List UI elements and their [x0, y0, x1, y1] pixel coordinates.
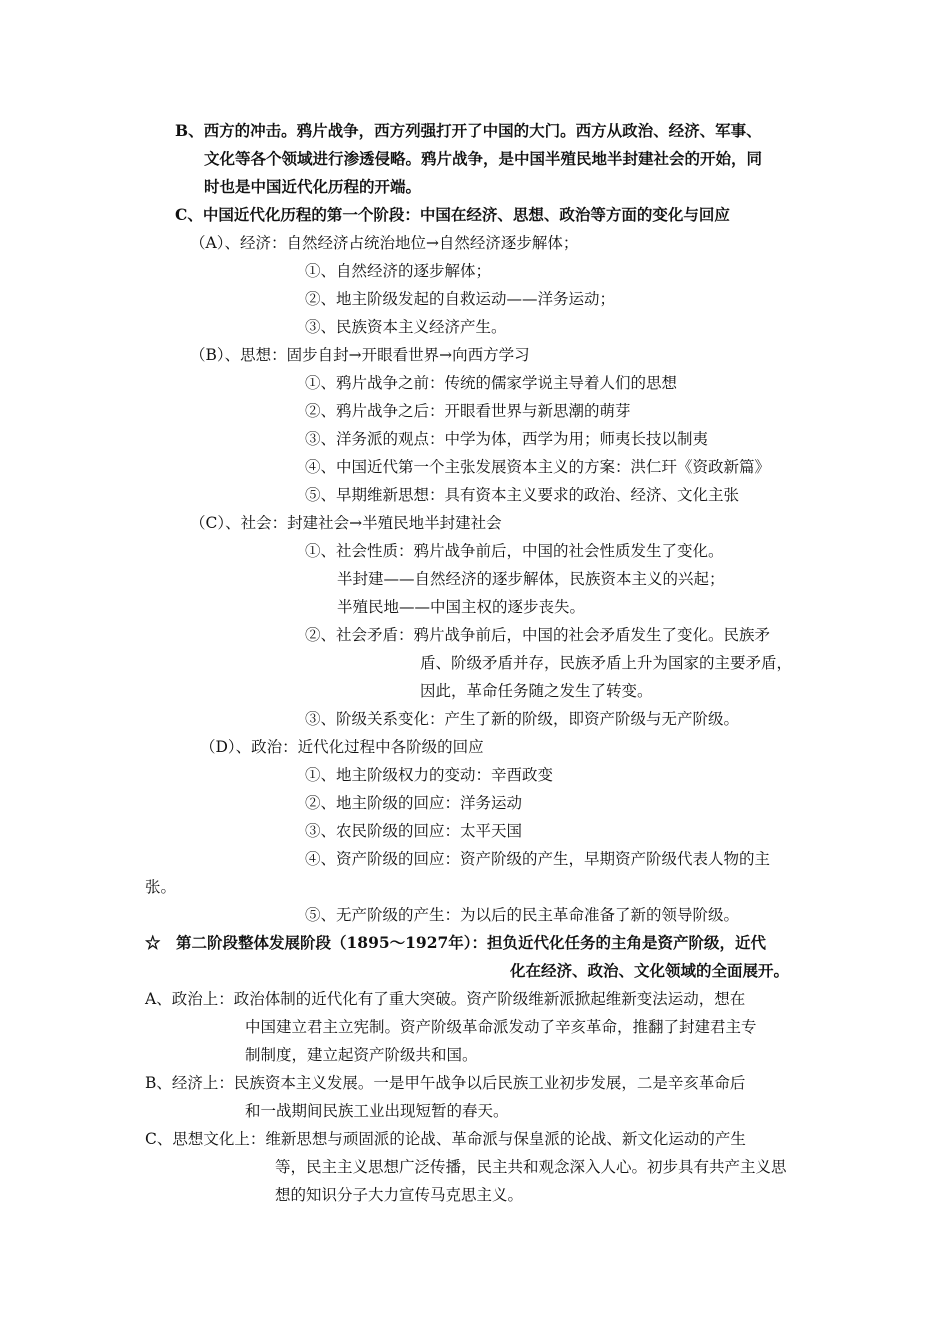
text-line: 和一战期间民族工业出现短暂的春天。: [245, 1102, 509, 1120]
list-item: ①、自然经济的逐步解体；: [305, 262, 492, 280]
subsection-heading: （A）、经济：自然经济占统治地位→自然经济逐步解体；: [190, 234, 579, 252]
section-heading: C、中国近代化历程的第一个阶段：中国在经济、思想、政治等方面的变化与回应: [175, 205, 730, 224]
list-item: ③、民族资本主义经济产生。: [305, 318, 507, 336]
list-item: ④、资产阶级的回应：资产阶级的产生，早期资产阶级代表人物的主: [305, 850, 771, 868]
stage-heading: ☆ 第二阶段整体发展阶段（1895～1927年）：担负近代化任务的主角是资产阶级，近代: [145, 933, 767, 952]
stage-heading-continuation: 化在经济、政治、文化领域的全面展开。: [510, 961, 790, 980]
list-item: ⑤、早期维新思想：具有资本主义要求的政治、经济、文化主张: [305, 486, 740, 504]
list-item-detail: 半殖民地——中国主权的逐步丧失。: [337, 598, 586, 616]
text-line: A、政治上：政治体制的近代化有了重大突破。资产阶级维新派掀起维新变法运动，想在: [145, 990, 746, 1008]
subsection-heading: （B）、思想：固步自封→开眼看世界→向西方学习: [190, 346, 530, 364]
list-item: ②、鸦片战争之后：开眼看世界与新思潮的萌芽: [305, 402, 631, 420]
text-line: 制制度，建立起资产阶级共和国。: [245, 1046, 478, 1064]
subsection-heading: （C）、社会：封建社会→半殖民地半封建社会: [190, 514, 502, 532]
text-line: B、经济上：民族资本主义发展。一是甲午战争以后民族工业初步发展，二是辛亥革命后: [145, 1074, 746, 1092]
list-item: ①、社会性质：鸦片战争前后，中国的社会性质发生了变化。: [305, 542, 724, 560]
list-item: ④、中国近代第一个主张发展资本主义的方案：洪仁玕《资政新篇》: [305, 458, 771, 476]
list-item-detail: 半封建——自然经济的逐步解体，民族资本主义的兴起；: [337, 570, 725, 588]
list-item: ①、鸦片战争之前：传统的儒家学说主导着人们的思想: [305, 374, 678, 392]
list-item: ③、洋务派的观点：中学为体，西学为用；师夷长技以制夷: [305, 430, 709, 448]
text-line: 时也是中国近代化历程的开端。: [204, 177, 422, 196]
list-item-continuation: 张。: [145, 878, 177, 896]
list-item: ③、阶级关系变化：产生了新的阶级，即资产阶级与无产阶级。: [305, 710, 740, 728]
list-item: ②、社会矛盾：鸦片战争前后，中国的社会矛盾发生了变化。民族矛: [305, 626, 771, 644]
list-item: ③、农民阶级的回应：太平天国: [305, 822, 523, 840]
list-item-detail: 盾、阶级矛盾并存，民族矛盾上升为国家的主要矛盾，: [420, 654, 793, 672]
text-line: B、西方的冲击。鸦片战争，西方列强打开了中国的大门。西方从政治、经济、军事、: [175, 121, 762, 140]
list-item: ②、地主阶级的回应：洋务运动: [305, 794, 523, 812]
text-line: C、思想文化上：维新思想与顽固派的论战、革命派与保皇派的论战、新文化运动的产生: [145, 1130, 746, 1148]
text-line: 想的知识分子大力宣传马克思主义。: [275, 1186, 524, 1204]
list-item-detail: 因此，革命任务随之发生了转变。: [420, 682, 653, 700]
text-line: 中国建立君主立宪制。资产阶级革命派发动了辛亥革命，推翻了封建君主专: [245, 1018, 757, 1036]
subsection-heading: （D）、政治：近代化过程中各阶级的回应: [200, 738, 484, 756]
list-item: ①、地主阶级权力的变动：辛酉政变: [305, 766, 554, 784]
text-line: 文化等各个领域进行渗透侵略。鸦片战争，是中国半殖民地半封建社会的开始，同: [204, 149, 763, 168]
text-line: 等，民主主义思想广泛传播，民主共和观念深入人心。初步具有共产主义思: [275, 1158, 787, 1176]
list-item: ⑤、无产阶级的产生：为以后的民主革命准备了新的领导阶级。: [305, 906, 740, 924]
list-item: ②、地主阶级发起的自救运动——洋务运动；: [305, 290, 616, 308]
